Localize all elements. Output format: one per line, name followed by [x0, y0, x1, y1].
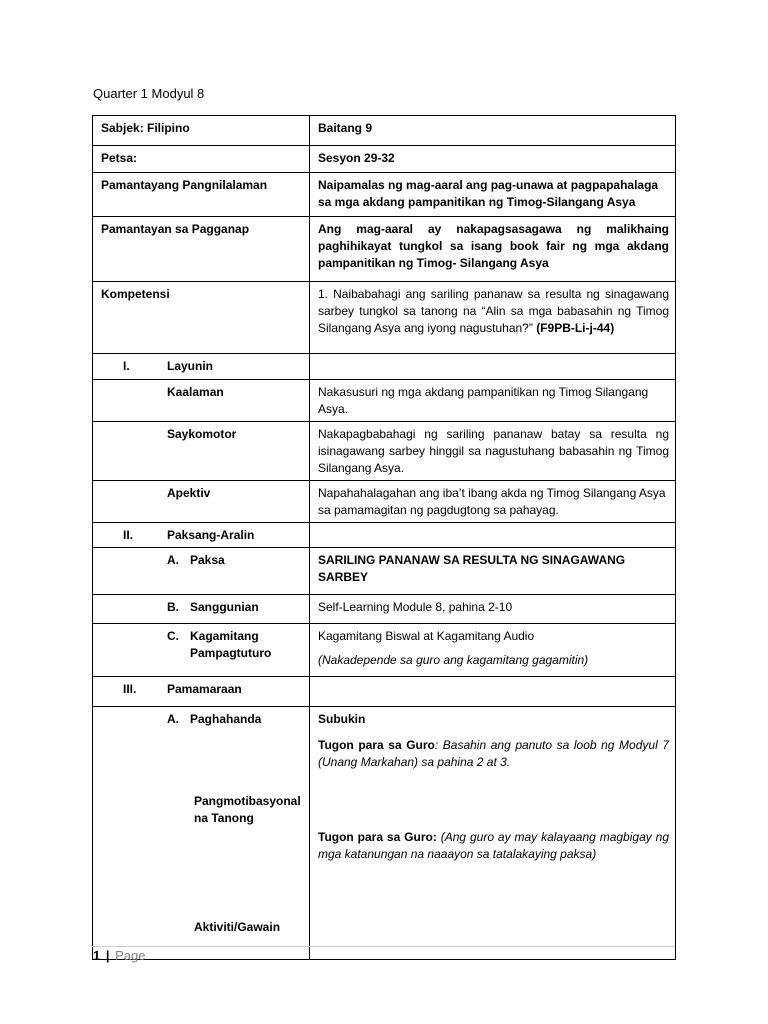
table-row — [93, 173, 676, 217]
materials-text: Kagamitang Biswal at Kagamitang Audio (Nakadepende sa guro ang kagamitang gagamitin) — [310, 624, 675, 672]
grade-level: Baitang 9 — [318, 121, 373, 135]
competency-label: Kompetensi — [101, 287, 170, 301]
reference-text: Self-Learning Module 8, pahina 2-10 — [318, 600, 513, 614]
footer-separator: | — [105, 948, 110, 963]
table-row — [93, 380, 676, 422]
lesson-plan-table — [92, 115, 676, 960]
table-row — [93, 677, 676, 707]
affective-label: Apektiv — [167, 486, 211, 500]
table-row — [93, 116, 676, 146]
table-row — [93, 422, 676, 481]
motivational-question-label: Pangmotibasyonal na Tanong — [194, 794, 301, 825]
section-heading-layunin: I. Layunin — [123, 359, 214, 373]
date-label: Petsa: — [101, 151, 138, 165]
performance-standard-text: Ang mag-aaral ay nakapagsasagawa ng malikhaing paghihikayat tungkol sa isang book fair ng mga akdang pampanitikan ng Timog- Silangang Asya — [318, 222, 669, 270]
section-heading-paksang-aralin: II. Paksang-Aralin — [123, 528, 255, 542]
page-footer — [93, 948, 146, 963]
reference-label: B. Sanggunian — [167, 600, 259, 614]
psychomotor-objective: Nakapagbabahagi ng sariling pananaw batay sa resulta ng isinagawang sarbey hinggil sa nagustuhang babasahin ng Timog Silangang Asya. — [318, 427, 669, 475]
competency-text: 1. Naibabahagi ang sariling pananaw sa resulta ng sinagawang sarbey tungkol sa tanong na “Alin sa mga babasahin ng Timog Silangang Asya ang iyong nagustuhan?” (F9PB-Li-j-44) — [318, 287, 669, 335]
affective-objective: Napahahalagahan ang iba’t ibang akda ng Timog Silangang Asya sa pamamagitan ng pagdugtong sa pahayag. — [318, 486, 666, 517]
knowledge-objective: Nakasusuri ng mga akdang pampanitikan ng Timog Silangang Asya. — [318, 385, 649, 416]
footer-divider — [92, 946, 675, 947]
activity-label: Aktiviti/Gawain — [194, 920, 281, 934]
table-row — [93, 624, 676, 677]
session-number: Sesyon 29-32 — [318, 151, 395, 165]
subject-label: Sabjek: Filipino — [101, 121, 190, 135]
table-row — [93, 354, 676, 380]
subukin-heading: Subukin — [318, 712, 366, 726]
preparation-cell — [93, 707, 309, 954]
page-word: Page — [115, 948, 146, 963]
psychomotor-label: Saykomotor — [167, 427, 237, 441]
table-row — [93, 595, 676, 624]
teacher-note-2: Tugon para sa Guro: (Ang guro ay may kalayaang magbigay ng mga katanungan na naaayon sa tatalakaying paksa) — [318, 830, 669, 861]
performance-standard-label: Pamantayan sa Pagganap — [101, 222, 250, 236]
competency-code: (F9PB-Li-j-44) — [536, 321, 615, 335]
table-row — [93, 146, 676, 173]
table-row — [93, 707, 676, 960]
content-standard-text: Naipamalas ng mag-aaral ang pag-unawa at pagpapahalaga sa mga akdang pampanitikan ng Timog-Silangang Asya — [318, 178, 659, 209]
section-heading-pamamaraan: III. Pamamaraan — [123, 682, 242, 696]
teacher-note-1: Tugon para sa Guro: Basahin ang panuto sa loob ng Modyul 7 (Unang Markahan) sa pahina 2 at 3. — [318, 738, 669, 769]
table-row — [93, 282, 676, 354]
table-row — [93, 481, 676, 523]
document-header: Quarter 1 Modyul 8 — [93, 86, 205, 101]
table-row — [93, 523, 676, 548]
topic-label: A. Paksa — [167, 553, 225, 567]
page-number: 1 — [93, 948, 101, 963]
materials-label: C. Kagamitang Pampagtuturo — [167, 629, 272, 660]
knowledge-label: Kaalaman — [167, 385, 224, 399]
materials-note: (Nakadepende sa guro ang kagamitang gagamitin) — [318, 653, 589, 667]
preparation-content — [310, 707, 675, 866]
table-row — [93, 217, 676, 282]
content-standard-label: Pamantayang Pangnilalaman — [101, 178, 268, 192]
table-row — [93, 548, 676, 595]
topic-title: SARILING PANANAW SA RESULTA NG SINAGAWANG SARBEY — [318, 553, 626, 584]
preparation-label: A. Paghahanda — [167, 712, 262, 726]
